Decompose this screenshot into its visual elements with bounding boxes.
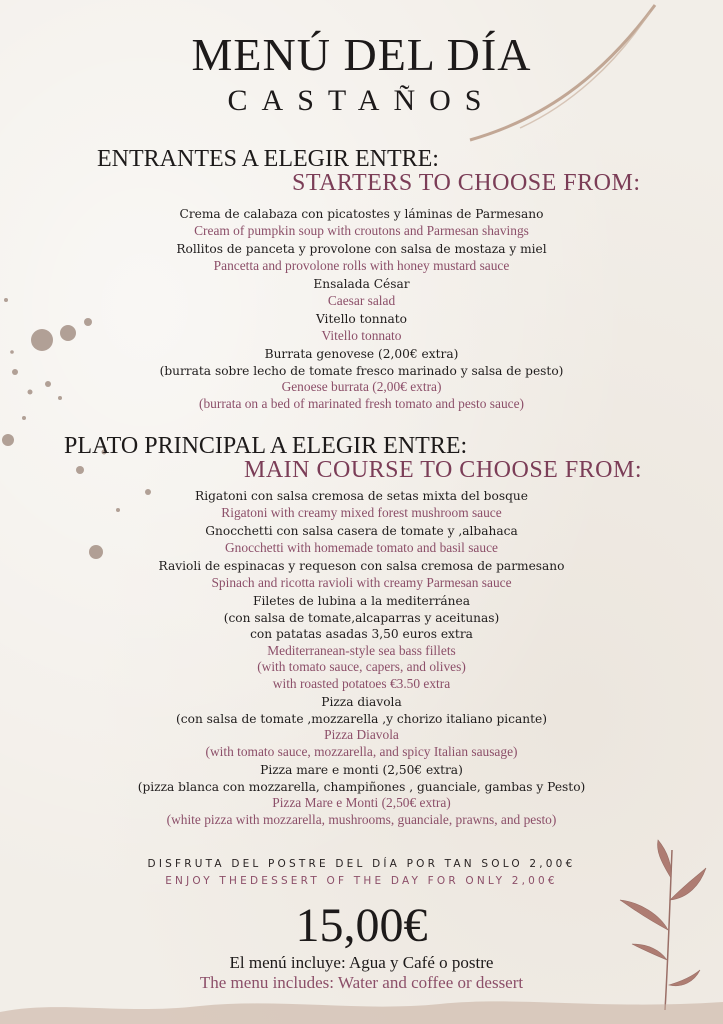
mains-heading-es: PLATO PRINCIPAL A ELEGIR ENTRE: (64, 433, 468, 459)
dessert-offer-en: ENJOY THEDESSERT OF THE DAY FOR ONLY 2,00€ (165, 875, 558, 887)
dish-description-es: Rollitos de panceta y provolone con salsa de mostaza y miel (176, 242, 547, 256)
dish-description-es: Gnocchetti con salsa casera de tomate y ,albahaca (205, 524, 518, 538)
menu-item (0, 694, 723, 762)
menu-item (0, 241, 723, 276)
dish-description-en: Rigatoni with creamy mixed forest mushroom sauce (221, 504, 502, 520)
menu-includes-en: The menu includes: Water and coffee or dessert (199, 973, 524, 992)
dessert-offer-es: DISFRUTA DEL POSTRE DEL DÍA POR TAN SOLO 2,00€ (147, 858, 576, 870)
menu-item (0, 346, 723, 414)
starters-list (0, 206, 723, 414)
menu-item (0, 762, 723, 830)
dish-description-es: con patatas asadas 3,50 euros extra (250, 627, 473, 641)
dish-description-es: Ravioli de espinacas y requeson con salsa cremosa de parmesano (158, 559, 565, 573)
menu-price: 15,00€ (295, 899, 428, 952)
dish-description-es: Pizza mare e monti (2,50€ extra) (260, 763, 463, 777)
dish-description-en: Gnocchetti with homemade tomato and basil sauce (225, 539, 498, 555)
dish-description-en: Genoese burrata (2,00€ extra) (281, 379, 442, 394)
menu-includes-es: El menú incluye: Agua y Café o postre (229, 953, 494, 972)
starters-heading-en: STARTERS TO CHOOSE FROM: (292, 170, 641, 196)
dish-description-en: Vitello tonnato (321, 327, 402, 343)
menu-item (0, 558, 723, 593)
menu-item (0, 276, 723, 311)
dish-description-es: Vitello tonnato (315, 312, 408, 326)
dish-description-en: Pizza Diavola (324, 727, 399, 742)
dish-description-en: (burrata on a bed of marinated fresh tomato and pesto sauce) (199, 395, 524, 411)
mains-list (0, 488, 723, 830)
dish-description-es: Pizza diavola (321, 695, 402, 709)
dish-description-en: Caesar salad (327, 292, 396, 308)
dish-description-en: Mediterranean-style sea bass fillets (267, 642, 456, 658)
dish-description-en: Pizza Mare e Monti (2,50€ extra) (272, 795, 451, 810)
dish-description-es: (con salsa de tomate ,mozzarella ,y chorizo italiano picante) (176, 711, 547, 726)
menu-item (0, 206, 723, 241)
dish-description-es: (burrata sobre lecho de tomate fresco marinado y salsa de pesto) (159, 363, 564, 378)
menu-item (0, 311, 723, 346)
dish-description-es: Filetes de lubina a la mediterránea (252, 594, 471, 608)
menu-item (0, 523, 723, 558)
starters-heading-es: ENTRANTES A ELEGIR ENTRE: (97, 146, 439, 172)
dish-description-en: (with tomato sauce, mozzarella, and spicy Italian sausage) (205, 743, 518, 759)
dish-description-en: Spinach and ricotta ravioli with creamy Parmesan sauce (211, 574, 512, 590)
dish-description-es: Burrata genovese (2,00€ extra) (264, 347, 459, 361)
page-title: MENÚ DEL DÍA (191, 29, 532, 80)
dish-description-es: (con salsa de tomate,alcaparras y aceitunas) (223, 610, 500, 625)
dish-description-es: Ensalada César (313, 277, 410, 291)
dish-description-es: (pizza blanca con mozzarella, champiñones , guanciale, gambas y Pesto) (137, 779, 586, 794)
dish-description-es: Crema de calabaza con picatostes y láminas de Parmesano (179, 207, 544, 221)
bottom-gold-texture (0, 1001, 723, 1024)
dish-description-en: Pancetta and provolone rolls with honey mustard sauce (213, 257, 510, 273)
dish-description-en: (with tomato sauce, capers, and olives) (257, 659, 466, 674)
dish-description-en: with roasted potatoes €3.50 extra (272, 675, 451, 691)
dish-description-en: Cream of pumpkin soup with croutons and Parmesan shavings (194, 222, 529, 238)
menu-item (0, 593, 723, 694)
menu-item (0, 488, 723, 523)
restaurant-name: CASTAÑOS (227, 84, 496, 117)
dish-description-en: (white pizza with mozzarella, mushrooms, guanciale, prawns, and pesto) (166, 811, 557, 827)
dish-description-es: Rigatoni con salsa cremosa de setas mixta del bosque (195, 489, 528, 503)
mains-heading-en: MAIN COURSE TO CHOOSE FROM: (244, 457, 643, 483)
